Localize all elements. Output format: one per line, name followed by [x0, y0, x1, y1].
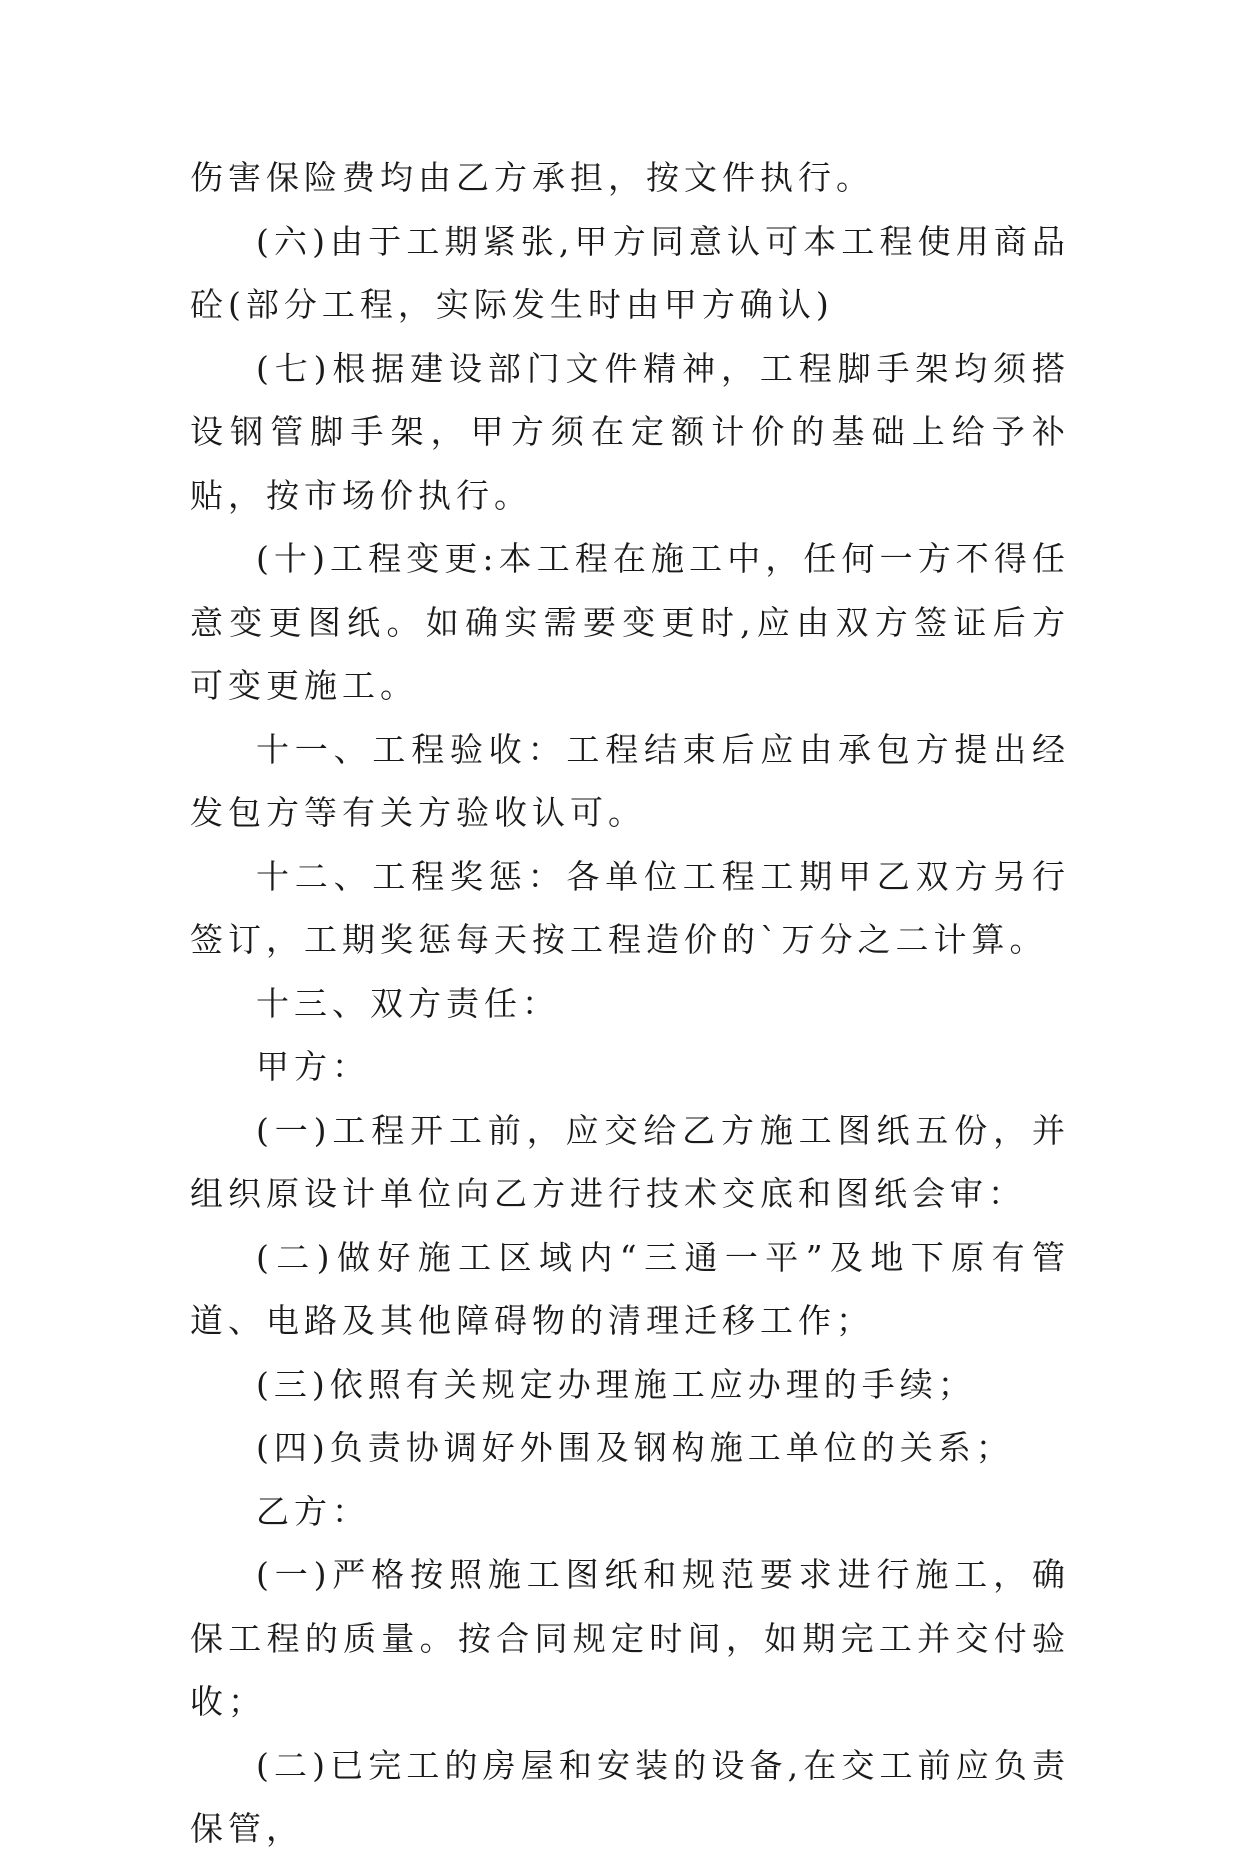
paragraph-party-a-heading: 甲方： — [256, 1047, 370, 1086]
paragraph-party-a-item-1: (一)工程开工前，应交给乙方施工图纸五份，并组织原设计单位向乙方进行技术交底和图纸会审： — [190, 1110, 1070, 1213]
paragraph-party-a-item-4: (四)负责协调好外围及钢构施工单位的关系； — [256, 1428, 1014, 1467]
paragraph-party-a-item-3: (三)依照有关规定办理施工应办理的手续； — [256, 1364, 976, 1404]
paragraph-section-13-heading: 十三、双方责任： — [256, 983, 560, 1023]
paragraph-item-6-concrete: (六)由于工期紧张,甲方同意认可本工程使用商品砼(部分工程，实际发生时由甲方确认) — [190, 221, 1070, 324]
paragraph-party-b-item-2: (二)已完工的房屋和安装的设备,在交工前应负责保管， — [190, 1745, 1070, 1848]
paragraph-party-b-heading: 乙方： — [256, 1491, 370, 1531]
paragraph-item-7-scaffolding: (七)根据建设部门文件精神，工程脚手架均须搭设钢管脚手架，甲方须在定额计价的基础上给予补贴，按市场价执行。 — [190, 348, 1070, 515]
paragraph-section-12-rewards: 十二、工程奖惩：各单位工程工期甲乙双方另行签订，工期奖惩每天按工程造价的`万分之二计算。 — [190, 856, 1070, 959]
paragraph-party-b-item-1: (一)严格按照施工图纸和规范要求进行施工，确保工程的质量。按合同规定时间，如期完工并交付验收； — [190, 1555, 1070, 1721]
document-page — [190, 146, 1070, 1861]
paragraph-section-11-acceptance: 十一、工程验收：工程结束后应由承包方提出经发包方等有关方验收认可。 — [190, 729, 1070, 832]
paragraph-item-10-changes: (十)工程变更:本工程在施工中，任何一方不得任意变更图纸。如确实需要变更时,应由双方签证后方可变更施工。 — [190, 539, 1070, 705]
paragraph-injury-insurance: 伤害保险费均由乙方承担，按文件执行。 — [190, 158, 874, 197]
paragraph-party-a-item-2: (二)做好施工区域内“三通一平”及地下原有管道、电路及其他障碍物的清理迁移工作； — [190, 1237, 1070, 1340]
